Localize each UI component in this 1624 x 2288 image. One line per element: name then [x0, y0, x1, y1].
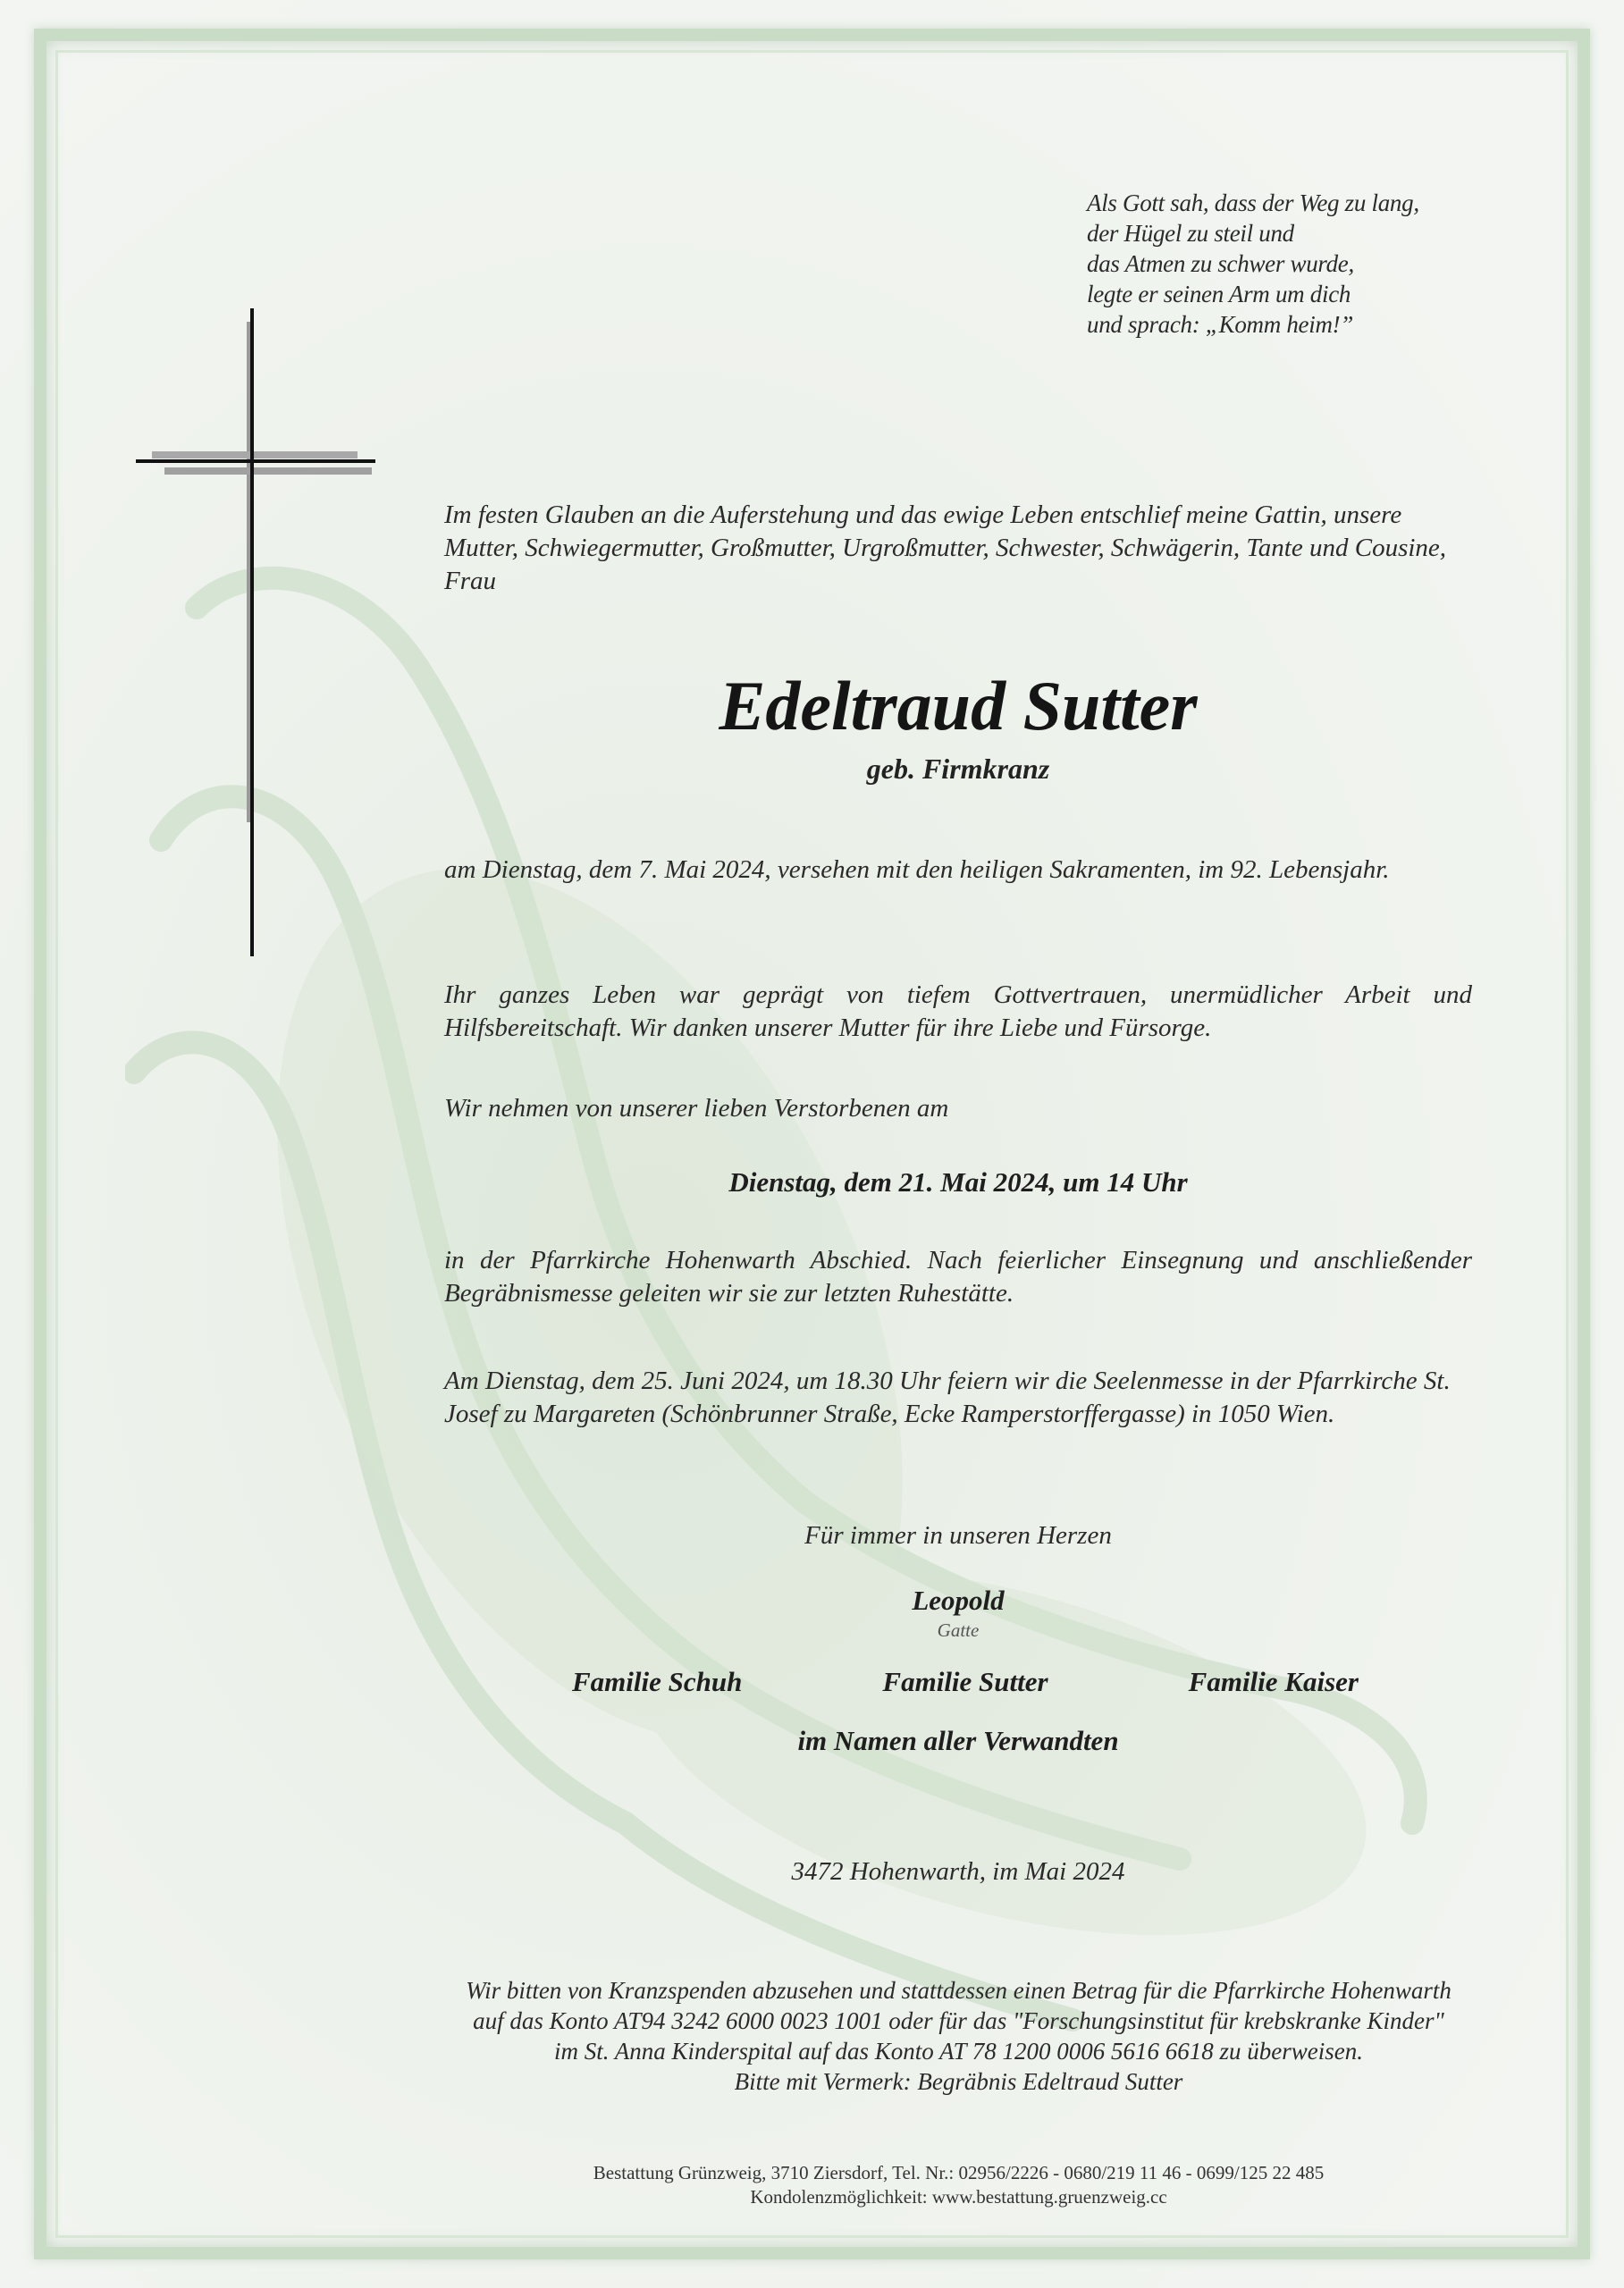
farewell-intro: Wir nehmen von unserer lieben Verstorbenen am [444, 1094, 949, 1123]
life-text: Ihr ganzes Leben war geprägt von tiefem Gottvertrauen, unermüdlicher Arbeit und Hilfsbereitschaft. Wir danken unserer Mutter für ihre Liebe und Fürsorge. [444, 980, 1472, 1042]
poem [1087, 188, 1471, 340]
place-date: 3472 Hohenwarth, im Mai 2024 [791, 1857, 1125, 1886]
relatives-line: im Namen aller Verwandten [797, 1725, 1119, 1756]
spouse-name: Leopold [912, 1585, 1005, 1616]
deceased-name: Edeltraud Sutter [719, 667, 1198, 744]
poem-line: der Hügel zu steil und [1087, 220, 1294, 247]
death-notice: am Dienstag, dem 7. Mai 2024, versehen mit den heiligen Sakramenten, im 92. Lebensjahr. [444, 855, 1390, 884]
family-name: Familie Sutter [882, 1666, 1048, 1697]
spouse-role: Gatte [937, 1619, 980, 1641]
poem-line: das Atmen zu schwer wurde, [1087, 250, 1354, 277]
donation-notice [358, 1975, 1560, 2097]
donation-line: Wir bitten von Kranzspenden abzusehen und stattdessen einen Betrag für die Pfarrkirche Hohenwarth [466, 1977, 1452, 2004]
cross-icon [134, 308, 384, 961]
maiden-name: geb. Firmkranz [866, 753, 1050, 785]
footer-condolence: Kondolenzmöglichkeit: www.bestattung.gruenzweig.cc [750, 2186, 1167, 2208]
poem-line: legte er seinen Arm um dich [1087, 281, 1351, 307]
funeral-date: Dienstag, dem 21. Mai 2024, um 14 Uhr [728, 1166, 1188, 1198]
donation-line: Bitte mit Vermerk: Begräbnis Edeltraud Sutter [734, 2068, 1183, 2095]
donation-line: auf das Konto AT94 3242 6000 0023 1001 oder für das "Forschungsinstitut für krebskranke Kinder" [473, 2007, 1444, 2034]
church-text: in der Pfarrkirche Hohenwarth Abschied. Nach feierlicher Einsegnung und anschließender Begräbnismesse geleiten wir sie zur letzten Ruhestätte. [444, 1246, 1472, 1308]
poem-line: und sprach: „Komm heim!” [1087, 311, 1354, 338]
funeral-home-footer [358, 2161, 1560, 2209]
poem-line: Als Gott sah, dass der Weg zu lang, [1087, 189, 1419, 216]
footer-contact: Bestattung Grünzweig, 3710 Ziersdorf, Tel. Nr.: 02956/2226 - 0680/219 11 46 - 0699/125 22 485 [593, 2162, 1325, 2183]
families-row [572, 1666, 1359, 1698]
donation-line: im St. Anna Kinderspital auf das Konto AT 78 1200 0006 5616 6618 zu überweisen. [553, 2038, 1364, 2065]
family-name: Familie Kaiser [1188, 1666, 1359, 1697]
hearts-line: Für immer in unseren Herzen [804, 1521, 1112, 1550]
intro-text: Im festen Glauben an die Auferstehung und das ewige Leben entschlief meine Gattin, unsere Mutter, Schwiegermutter, Großmutter, Urgroßmutter, Schwester, Schwägerin, Tante und Cousine, Frau [444, 500, 1447, 595]
family-name: Familie Schuh [572, 1666, 743, 1697]
mass-text: Am Dienstag, dem 25. Juni 2024, um 18.30 Uhr feiern wir die Seelenmesse in der Pfarrkirche St. Josef zu Margareten (Schönbrunner Straße, Ecke Ramperstorffergasse) in 1050 Wien. [444, 1367, 1451, 1428]
